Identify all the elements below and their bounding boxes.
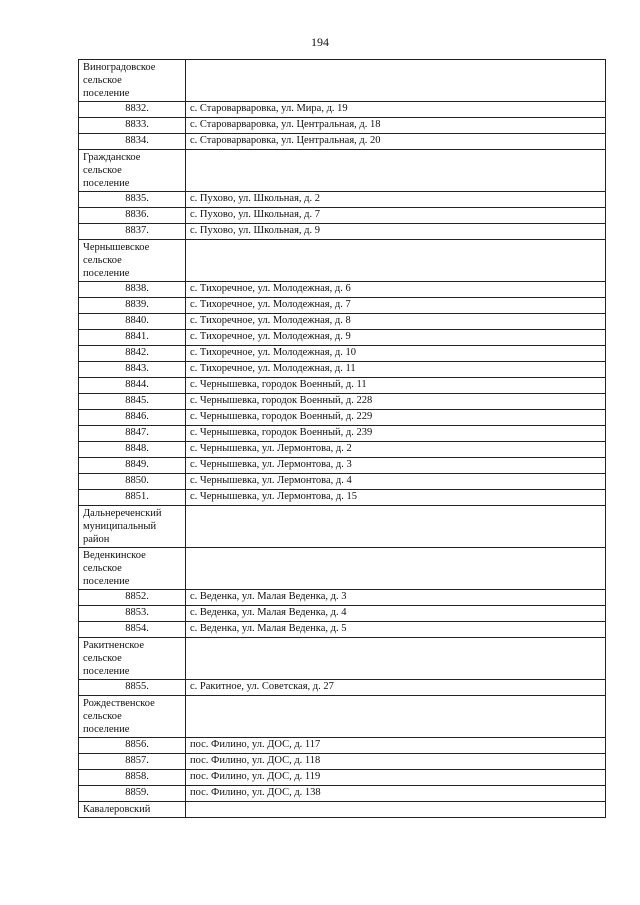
address-cell: с. Чернышевка, ул. Лермонтова, д. 4 [186,474,606,490]
address-registry-table [78,59,606,818]
table-row [79,458,606,474]
section-header-row [79,696,606,738]
section-name-line: поселение [83,724,130,735]
row-number: 8845. [79,394,186,410]
address-cell: с. Тихоречное, ул. Молодежная, д. 8 [186,314,606,330]
table-row [79,102,606,118]
section-header-row [79,638,606,680]
section-header-row [79,60,606,102]
row-number: 8855. [79,680,186,696]
address-cell: с. Чернышевка, ул. Лермонтова, д. 3 [186,458,606,474]
empty-cell [186,150,606,192]
address-cell: пос. Филино, ул. ДОС, д. 117 [186,738,606,754]
table-row [79,118,606,134]
section-name [79,240,186,282]
address-cell: с. Веденка, ул. Малая Веденка, д. 4 [186,606,606,622]
row-number: 8835. [79,192,186,208]
address-cell: с. Тихоречное, ул. Молодежная, д. 6 [186,282,606,298]
section-header-row [79,506,606,548]
section-name-line: муниципальный [83,521,157,532]
table-row [79,346,606,362]
section-name [79,150,186,192]
table-row [79,490,606,506]
section-name-line: сельское [83,563,122,574]
section-header-row [79,240,606,282]
row-number: 8852. [79,590,186,606]
address-cell: с. Веденка, ул. Малая Веденка, д. 5 [186,622,606,638]
address-cell: с. Чернышевка, ул. Лермонтова, д. 15 [186,490,606,506]
address-cell: с. Тихоречное, ул. Молодежная, д. 11 [186,362,606,378]
table-row [79,426,606,442]
address-cell: пос. Филино, ул. ДОС, д. 118 [186,754,606,770]
table-row [79,192,606,208]
section-name-line: сельское [83,75,122,86]
section-name-line: Кавалеровский [83,804,151,815]
section-name [79,696,186,738]
address-cell: пос. Филино, ул. ДОС, д. 138 [186,786,606,802]
section-name [79,638,186,680]
table-row [79,378,606,394]
empty-cell [186,548,606,590]
address-cell: с. Ракитное, ул. Советская, д. 27 [186,680,606,696]
section-name-line: поселение [83,666,130,677]
empty-cell [186,60,606,102]
section-name-line: Рождественское [83,698,155,709]
row-number: 8848. [79,442,186,458]
row-number: 8838. [79,282,186,298]
address-cell: с. Тихоречное, ул. Молодежная, д. 7 [186,298,606,314]
table-row [79,474,606,490]
row-number: 8850. [79,474,186,490]
section-name-line: Дальнереченский [83,508,162,519]
table-body [79,60,606,818]
address-cell: с. Тихоречное, ул. Молодежная, д. 10 [186,346,606,362]
row-number: 8856. [79,738,186,754]
table-row [79,362,606,378]
section-name-line: поселение [83,576,130,587]
section-name-line: сельское [83,255,122,266]
empty-cell [186,240,606,282]
section-name [79,506,186,548]
section-header-row [79,548,606,590]
address-cell: с. Чернышевка, городок Военный, д. 229 [186,410,606,426]
row-number: 8837. [79,224,186,240]
table-row [79,770,606,786]
row-number: 8836. [79,208,186,224]
address-cell: с. Пухово, ул. Школьная, д. 2 [186,192,606,208]
section-header-row [79,150,606,192]
address-cell: с. Пухово, ул. Школьная, д. 7 [186,208,606,224]
row-number: 8859. [79,786,186,802]
row-number: 8853. [79,606,186,622]
address-cell: с. Тихоречное, ул. Молодежная, д. 9 [186,330,606,346]
row-number: 8846. [79,410,186,426]
address-cell: с. Веденка, ул. Малая Веденка, д. 3 [186,590,606,606]
table-row [79,622,606,638]
section-header-row [79,802,606,818]
table-row [79,410,606,426]
table-row [79,606,606,622]
row-number: 8832. [79,102,186,118]
table-row [79,442,606,458]
row-number: 8857. [79,754,186,770]
table-row [79,394,606,410]
row-number: 8858. [79,770,186,786]
table-row [79,786,606,802]
address-cell: с. Чернышевка, городок Военный, д. 11 [186,378,606,394]
address-cell: с. Староварваровка, ул. Центральная, д. 20 [186,134,606,150]
table-row [79,282,606,298]
table-row [79,224,606,240]
section-name-line: Веденкинское [83,550,146,561]
section-name [79,548,186,590]
table-row [79,208,606,224]
table-row [79,298,606,314]
row-number: 8833. [79,118,186,134]
row-number: 8839. [79,298,186,314]
table-row [79,680,606,696]
section-name-line: сельское [83,711,122,722]
table-row [79,738,606,754]
table-row [79,330,606,346]
empty-cell [186,638,606,680]
table-row [79,314,606,330]
section-name [79,60,186,102]
section-name-line: сельское [83,165,122,176]
section-name [79,802,186,818]
empty-cell [186,506,606,548]
section-name-line: поселение [83,178,130,189]
row-number: 8843. [79,362,186,378]
page-number: 194 [311,35,329,49]
section-name-line: Ракитненское [83,640,144,651]
row-number: 8841. [79,330,186,346]
address-cell: с. Пухово, ул. Школьная, д. 9 [186,224,606,240]
table-row [79,590,606,606]
row-number: 8854. [79,622,186,638]
section-name-line: Чернышевское [83,242,150,253]
row-number: 8847. [79,426,186,442]
section-name-line: сельское [83,653,122,664]
section-name-line: Гражданское [83,152,141,163]
row-number: 8849. [79,458,186,474]
table-row [79,754,606,770]
row-number: 8844. [79,378,186,394]
section-name-line: район [83,534,110,545]
address-cell: с. Чернышевка, городок Военный, д. 228 [186,394,606,410]
table-row [79,134,606,150]
empty-cell [186,802,606,818]
address-cell: с. Староварваровка, ул. Мира, д. 19 [186,102,606,118]
address-cell: пос. Филино, ул. ДОС, д. 119 [186,770,606,786]
address-cell: с. Чернышевка, ул. Лермонтова, д. 2 [186,442,606,458]
row-number: 8834. [79,134,186,150]
section-name-line: Виноградовское [83,62,156,73]
section-name-line: поселение [83,268,130,279]
empty-cell [186,696,606,738]
address-cell: с. Староварваровка, ул. Центральная, д. 18 [186,118,606,134]
address-cell: с. Чернышевка, городок Военный, д. 239 [186,426,606,442]
row-number: 8851. [79,490,186,506]
row-number: 8840. [79,314,186,330]
row-number: 8842. [79,346,186,362]
section-name-line: поселение [83,88,130,99]
